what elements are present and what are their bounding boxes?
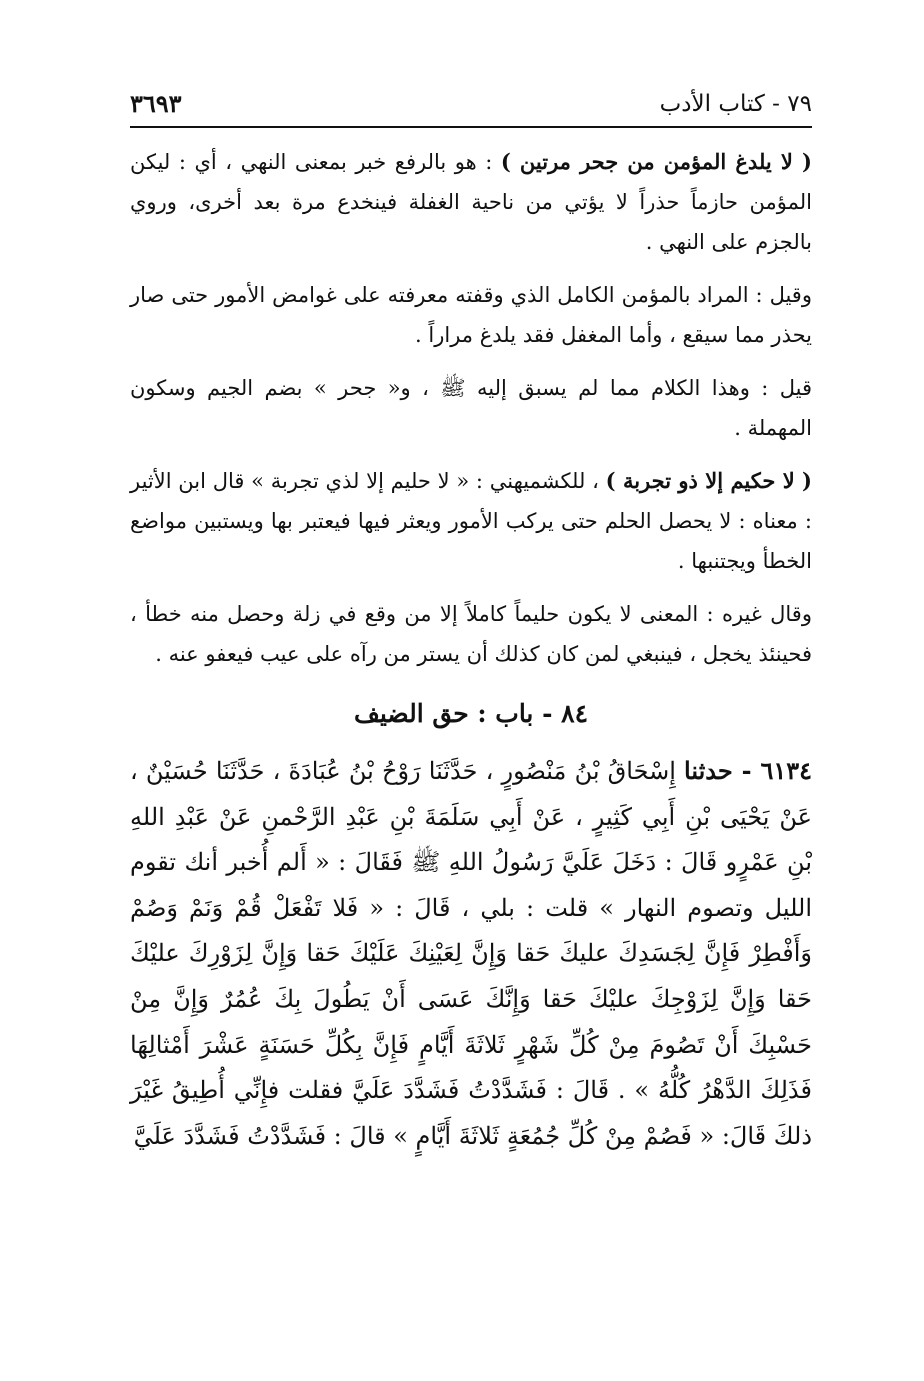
hadith-lead: - حدثنا [684,756,761,785]
quoted-phrase: ( لا حكيم إلا ذو تجربة ) [605,468,812,493]
header-rule [130,126,812,128]
commentary-text: قيل : وهذا الكلام مما لم يسبق إليه ﷺ ، و« جحر » بضم الجيم وسكون المهملة . [130,376,812,440]
book-page [130,88,812,1368]
hadith-text [130,748,812,1159]
quoted-phrase: ( لا يلدغ المؤمن من جحر مرتين ) [500,149,812,174]
page-header [130,88,812,120]
commentary-paragraph [130,275,812,355]
hadith-body: إِسْحَاقُ بْنُ مَنْصُورٍ ، حَدَّثَنَا رَوْحُ بْنُ عُبَادَةَ ، حَدَّثَنَا حُسَيْنٌ ، عَنْ يَحْيَى بْنِ أَبِي كَثِيرٍ ، عَنْ أَبِي سَلَمَةَ بْنِ عَبْدِ الرَّحْمنِ عَنْ عَبْدِ اللهِ بْنِ عَمْرٍو قَالَ : دَخَلَ عَلَيَّ رَسُولُ اللهِ ﷺ فَقَالَ : « أَلم أُخبر أنك تقوم الليل وتصوم النهار » قلت : بلي ، قَالَ : « فَلا تَفْعَلْ قُمْ وَنَمْ وَصُمْ وَأَفْطِرْ فَإِنَّ لِجَسَدِكَ عليكَ حَقا وَإِنَّ لِعَيْنِكَ عَلَيْكَ حَقا وَإِنَّ لِزَوْرِكَ عليْكَ حَقا وَإِنَّ لِزَوْجِكَ عليْكَ حَقا وَإِنَّكَ عَسَى أَنْ يَطُولَ بِكَ عُمُرٌ وَإِنَّ مِنْ حَسْبِكَ أَنْ تَصُومَ مِنْ كُلِّ شَهْرٍ ثَلاثَةَ أَيَّامٍ فَإِنَّ بِكُلِّ حَسَنَةٍ عَشْرَ أَمْثالِهَا فَذَلِكَ الدَّهْرُ كُلُّهُ » . قَالَ : فَشَدَّدْتُ فَشَدَّدَ عَلَيَّ فقلت فإِنِّي أُطِيقُ غَيْرَ ذلكَ قَالَ: « فَصُمْ مِنْ كُلِّ جُمُعَةٍ ثَلاثَةَ أَيَّامٍ » قالَ : فَشَدَّدْتُ فَشَدَّدَ عَلَيَّ [130,757,812,1150]
page-number: ٣٦٩٣ [130,89,182,118]
commentary [130,142,812,674]
chapter-title: ٧٩ - كتاب الأدب [659,91,812,117]
section-heading: ٨٤ - باب : حق الضيف [353,699,589,728]
commentary-paragraph [130,461,812,581]
hadith-number: ٦١٣٤ [760,756,813,785]
commentary-paragraph [130,368,812,448]
commentary-text: : هو بالرفع خبر بمعنى النهي ، أي : ليكن المؤمن حازماً حذراً لا يؤتي من ناحية الغفلة فينخدع مرة بعد أخرى، وروي بالجزم على النهي . [130,150,812,254]
commentary-text: وقال غيره : المعنى لا يكون حليماً كاملاً إلا من وقع في زلة وحصل منه خطأ ، فحينئذ يخجل ، فينبغي لمن كان كذلك أن يستر من رآه على عيب فيعفو عنه . [130,602,812,666]
commentary-text: وقيل : المراد بالمؤمن الكامل الذي وقفته معرفته على غوامض الأمور حتى صار يحذر مما سيقع ، وأما المغفل فقد يلدغ مراراً . [130,283,812,347]
commentary-text: ، للكشميهني : « لا حليم إلا لذي تجربة » قال ابن الأثير : معناه : لا يحصل الحلم حتى يركب الأمور ويعثر فيها فيعتبر بها ويستبين مواضع الخطأ ويجتنبها . [130,469,812,573]
commentary-paragraph [130,142,812,262]
commentary-paragraph [130,594,812,674]
